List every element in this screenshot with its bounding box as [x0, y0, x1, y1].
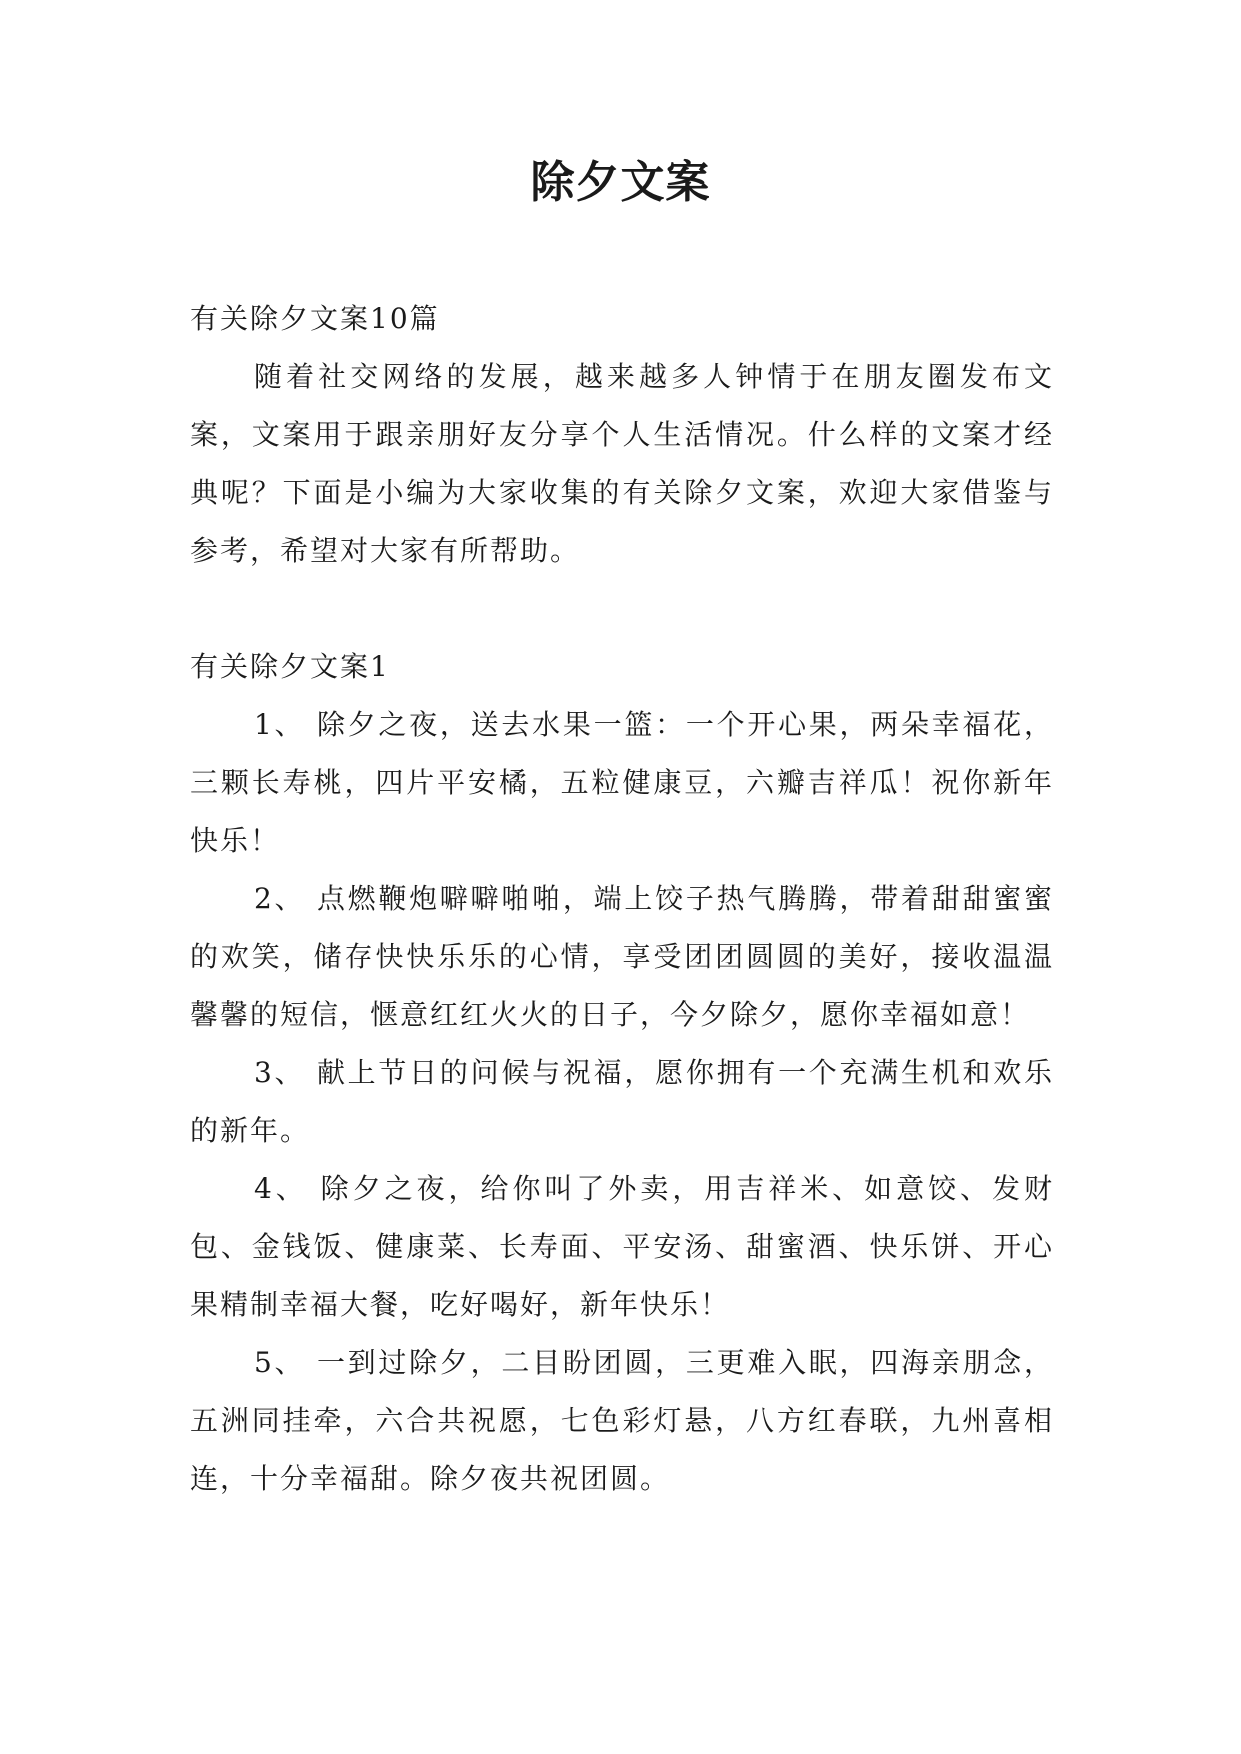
list-item: 1、 除夕之夜，送去水果一篮：一个开心果，两朵幸福花，三颗长寿桃，四片平安橘，五粒健康豆，六瓣吉祥瓜！祝你新年快乐！: [190, 708, 1054, 857]
subtitle: 有关除夕文案10篇: [190, 302, 440, 335]
section-title: 有关除夕文案1: [190, 650, 390, 683]
list-item: 2、 点燃鞭炮噼噼啪啪，端上饺子热气腾腾，带着甜甜蜜蜜的欢笑，储存快快乐乐的心情，享受团团圆圆的美好，接收温温馨馨的短信，惬意红红火火的日子，今夕除夕，愿你幸福如意！: [190, 882, 1054, 1031]
list-item: 3、 献上节日的问候与祝福，愿你拥有一个充满生机和欢乐的新年。: [190, 1056, 1054, 1147]
intro-paragraph: 随着社交网络的发展，越来越多人钟情于在朋友圈发布文案，文案用于跟亲朋好友分享个人生活情况。什么样的文案才经典呢？下面是小编为大家收集的有关除夕文案，欢迎大家借鉴与参考，希望对大家有所帮助。: [190, 360, 1054, 567]
document-body: [190, 290, 1054, 1508]
list-item: 5、 一到过除夕，二目盼团圆，三更难入眠，四海亲朋念，五洲同挂牵，六合共祝愿，七色彩灯悬，八方红春联，九州喜相连，十分幸福甜。除夕夜共祝团圆。: [190, 1346, 1054, 1495]
list-item: 4、 除夕之夜，给你叫了外卖，用吉祥米、如意饺、发财包、金钱饭、健康菜、长寿面、平安汤、甜蜜酒、快乐饼、开心果精制幸福大餐，吃好喝好，新年快乐！: [190, 1172, 1054, 1321]
document-title: 除夕文案: [530, 157, 711, 208]
